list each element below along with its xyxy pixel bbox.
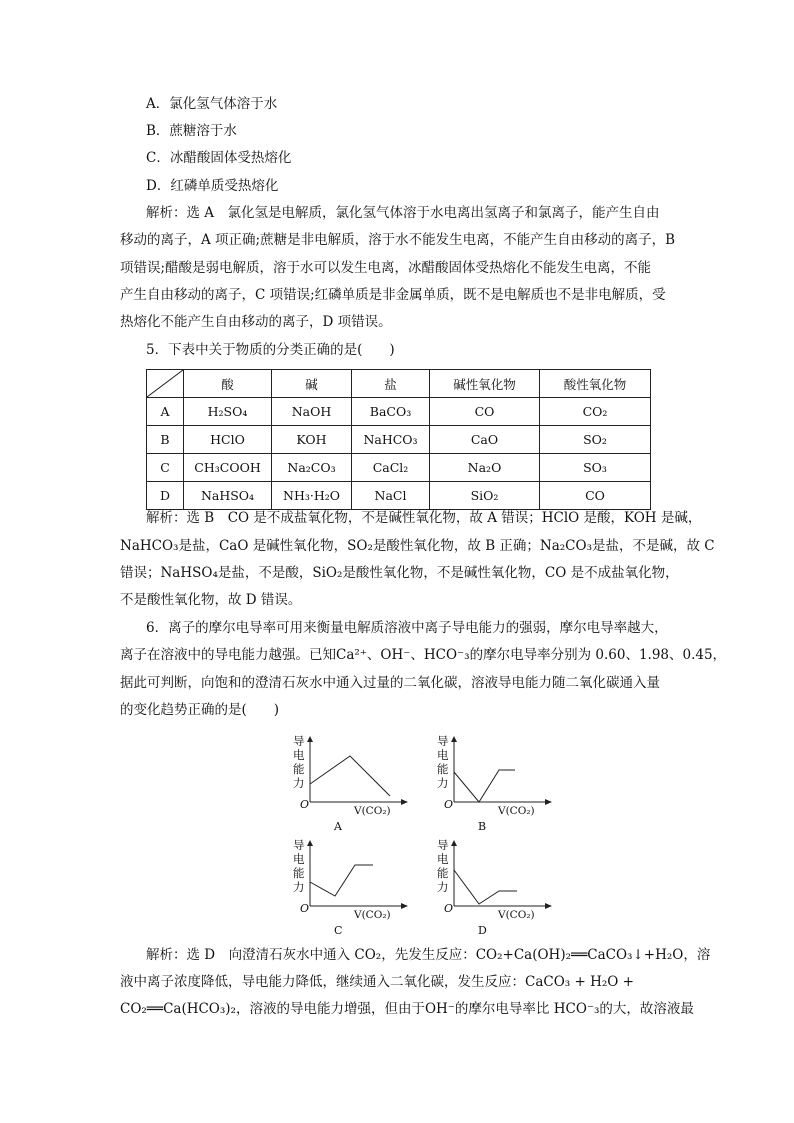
origin-label: O bbox=[300, 902, 310, 915]
graph-a-plot bbox=[293, 734, 413, 814]
option-d: D．红磷单质受热熔化 bbox=[146, 178, 279, 194]
table-cell: NaCl bbox=[352, 482, 430, 510]
table-cell: NaHSO₄ bbox=[184, 482, 272, 510]
graph-b bbox=[437, 734, 557, 834]
x-axis-arrow bbox=[545, 903, 552, 909]
column-header: 盐 bbox=[352, 370, 430, 398]
table-row bbox=[147, 426, 651, 454]
diagonal-header-cell bbox=[147, 370, 184, 398]
table-row bbox=[147, 398, 651, 426]
x-axis-arrow bbox=[545, 799, 552, 805]
table-cell: CO bbox=[540, 482, 651, 510]
y-axis-label: 导 电 能 力 bbox=[293, 734, 305, 790]
q5-title: 5．下表中关于物质的分类正确的是( ) bbox=[146, 342, 395, 358]
table-header-row bbox=[147, 370, 651, 398]
diagonal-line bbox=[147, 370, 183, 397]
graph-caption: D bbox=[478, 924, 487, 937]
x-axis-label: V(CO₂) bbox=[498, 805, 535, 817]
graph-d bbox=[437, 838, 557, 938]
column-header: 碱性氧化物 bbox=[430, 370, 540, 398]
origin-label: O bbox=[444, 902, 454, 915]
column-header: 酸 bbox=[184, 370, 272, 398]
curve bbox=[310, 865, 373, 896]
q5-analysis-line: 错误；NaHSO₄是盐，不是酸，SiO₂是酸性氧化物，不是碱性氧化物，CO 是不成盐氧化物， bbox=[120, 565, 679, 581]
table-cell: CO bbox=[430, 398, 540, 426]
table-cell: SiO₂ bbox=[430, 482, 540, 510]
table-cell: SO₂ bbox=[540, 426, 651, 454]
y-axis-label: 导 电 能 力 bbox=[293, 838, 305, 894]
row-label: A bbox=[147, 398, 184, 426]
q4-analysis-line: 解析：选 A 氯化氢是电解质，氯化氢气体溶于水电离出氢离子和氯离子，能产生自由 bbox=[146, 205, 660, 221]
y-axis-label: 导 电 能 力 bbox=[437, 838, 449, 894]
option-a: A．氯化氢气体溶于水 bbox=[146, 96, 278, 112]
x-axis-label: V(CO₂) bbox=[354, 805, 391, 817]
q4-analysis-line: 移动的离子，A 项正确;蔗糖是非电解质，溶于水不能发生电离，不能产生自由移动的离子，B bbox=[120, 232, 676, 248]
table-cell: NaOH bbox=[272, 398, 352, 426]
q5-analysis-line: 不是酸性氧化物，故 D 错误。 bbox=[120, 592, 302, 608]
x-axis-arrow bbox=[401, 903, 408, 909]
classification-table bbox=[146, 369, 651, 510]
option-b: B．蔗糖溶于水 bbox=[146, 123, 237, 139]
q5-analysis-line: 解析：选 B CO 是不成盐氧化物，不是碱性氧化物，故 A 错误；HClO 是酸，KOH 是碱， bbox=[146, 510, 702, 526]
table-cell: NaHCO₃ bbox=[352, 426, 430, 454]
y-axis-arrow bbox=[307, 840, 313, 846]
q6-text-line: 的变化趋势正确的是( ) bbox=[120, 702, 280, 718]
graph-caption: C bbox=[334, 924, 343, 937]
origin-label: O bbox=[444, 798, 454, 811]
table-cell: KOH bbox=[272, 426, 352, 454]
q6-analysis-line: 解析：选 D 向澄清石灰水中通入 CO₂，先发生反应：CO₂+Ca(OH)₂══CaCO₃↓+H₂O，溶 bbox=[146, 947, 711, 963]
q4-analysis-line: 项错误;醋酸是弱电解质，溶于水可以发生电离，冰醋酸固体受热熔化不能发生电离，不能 bbox=[120, 260, 652, 276]
q6-text-line: 据此可判断，向饱和的澄清石灰水中通入过量的二氧化碳，溶液导电能力随二氧化碳通入量 bbox=[120, 675, 660, 691]
x-axis-arrow bbox=[401, 799, 408, 805]
y-axis-arrow bbox=[451, 736, 457, 742]
q6-text-line: 6．离子的摩尔电导率可用来衡量电解质溶液中离子导电能力的强弱，摩尔电导率越大， bbox=[146, 620, 668, 636]
x-axis-label: V(CO₂) bbox=[354, 909, 391, 921]
graph-c-plot bbox=[293, 838, 413, 918]
q6-analysis-line: 液中离子浓度降低，导电能力降低，继续通入二氧化碳，发生反应：CaCO₃ + H₂O + bbox=[120, 974, 634, 990]
graph-a bbox=[293, 734, 413, 834]
column-header: 酸性氧化物 bbox=[540, 370, 651, 398]
row-label: B bbox=[147, 426, 184, 454]
table-cell: BaCO₃ bbox=[352, 398, 430, 426]
q4-analysis-line: 产生自由移动的离子，C 项错误;红磷单质是非金属单质，既不是电解质也不是非电解质，受 bbox=[120, 287, 666, 303]
table-row bbox=[147, 454, 651, 482]
graph-d-plot bbox=[437, 838, 557, 918]
column-header: 碱 bbox=[272, 370, 352, 398]
graph-caption: B bbox=[478, 820, 487, 833]
table-cell: H₂SO₄ bbox=[184, 398, 272, 426]
curve bbox=[310, 756, 390, 796]
row-label: C bbox=[147, 454, 184, 482]
graph-c bbox=[293, 838, 413, 938]
q6-analysis-line: CO₂══Ca(HCO₃)₂，溶液的导电能力增强，但由于OH⁻的摩尔电导率比 HCO⁻₃的大，故溶液最 bbox=[120, 1001, 694, 1017]
table-cell: CaCl₂ bbox=[352, 454, 430, 482]
y-axis-arrow bbox=[451, 840, 457, 846]
graph-b-plot bbox=[437, 734, 557, 814]
table-cell: Na₂CO₃ bbox=[272, 454, 352, 482]
table-cell: HClO bbox=[184, 426, 272, 454]
x-axis-label: V(CO₂) bbox=[498, 909, 535, 921]
option-c: C．冰醋酸固体受热熔化 bbox=[146, 150, 292, 166]
table-cell: CH₃COOH bbox=[184, 454, 272, 482]
table-cell: CaO bbox=[430, 426, 540, 454]
table-cell: NH₃·H₂O bbox=[272, 482, 352, 510]
y-axis-label: 导 电 能 力 bbox=[437, 734, 449, 790]
curve bbox=[454, 870, 517, 904]
graph-caption: A bbox=[334, 820, 342, 833]
origin-label: O bbox=[300, 798, 310, 811]
row-label: D bbox=[147, 482, 184, 510]
y-axis-arrow bbox=[307, 736, 313, 742]
table-cell: Na₂O bbox=[430, 454, 540, 482]
curve bbox=[454, 770, 515, 802]
q5-analysis-line: NaHCO₃是盐，CaO 是碱性氧化物，SO₂是酸性氧化物，故 B 正确；Na₂CO₃是盐，不是碱，故 C bbox=[120, 538, 715, 554]
table-cell: SO₃ bbox=[540, 454, 651, 482]
q4-analysis-line: 热熔化不能产生自由移动的离子，D 项错误。 bbox=[120, 314, 392, 330]
q6-text-line: 离子在溶液中的导电能力越强。已知Ca²⁺、OH⁻、HCO⁻₃的摩尔电导率分别为 0.60、1.98、0.45， bbox=[120, 647, 727, 663]
table-cell: CO₂ bbox=[540, 398, 651, 426]
